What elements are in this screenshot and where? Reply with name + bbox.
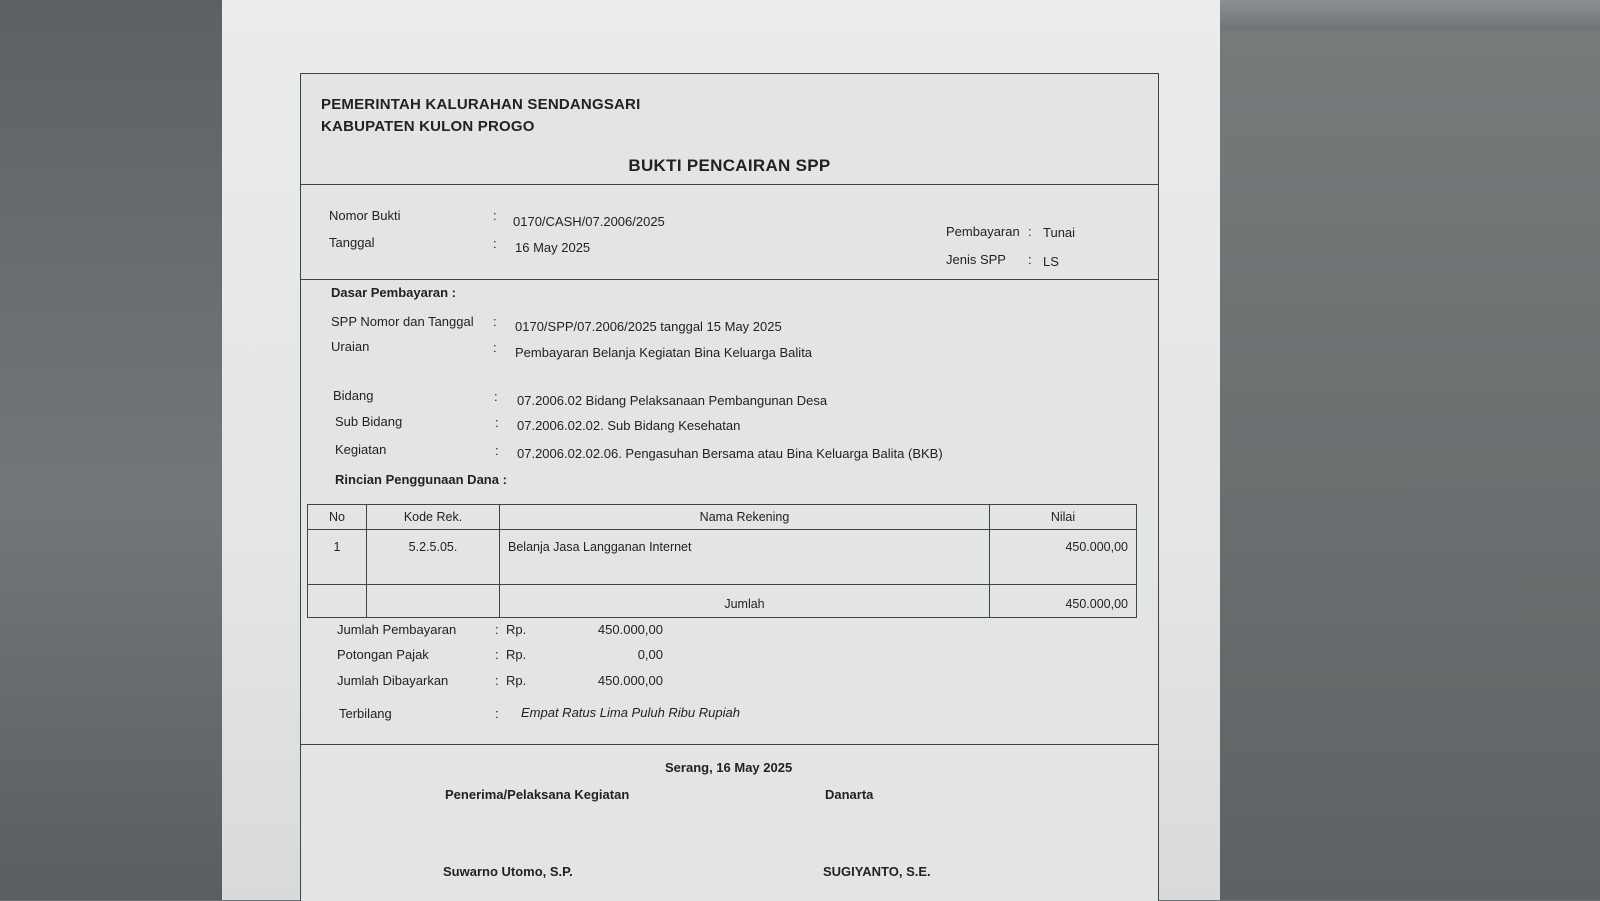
colon: : <box>495 443 499 458</box>
colon: : <box>495 647 499 662</box>
terbilang-label: Terbilang <box>339 706 392 721</box>
uraian-value: Pembayaran Belanja Kegiatan Bina Keluarga Balita <box>515 345 813 360</box>
subbidang-label: Sub Bidang <box>335 414 403 429</box>
spp-value: 0170/SPP/07.2006/2025 tanggal 15 May 2025 <box>515 319 782 334</box>
currency: Rp. <box>506 622 527 637</box>
right-signer-role: Danarta <box>825 787 874 802</box>
column-header-nama: Nama Rekening <box>500 505 990 530</box>
dasar-heading: Dasar Pembayaran : <box>331 285 457 300</box>
tanggal-label: Tanggal <box>329 235 375 250</box>
rincian-table <box>307 504 1137 618</box>
nomor-bukti-label: Nomor Bukti <box>329 208 401 223</box>
cell-empty <box>308 585 367 618</box>
column-header-kode: Kode Rek. <box>367 505 500 530</box>
pembayaran-value: Tunai <box>1043 225 1076 240</box>
place-date: Serang, 16 May 2025 <box>665 760 793 775</box>
currency: Rp. <box>506 673 527 688</box>
column-header-no: No <box>308 505 367 530</box>
colon: : <box>1028 224 1032 239</box>
uraian-label: Uraian <box>331 339 370 354</box>
divider <box>301 184 1158 185</box>
cell-no: 1 <box>308 530 367 585</box>
divider <box>301 279 1158 280</box>
currency: Rp. <box>506 647 527 662</box>
terbilang-value: Empat Ratus Lima Puluh Ribu Rupiah <box>521 705 740 720</box>
subbidang-value: 07.2006.02.02. Sub Bidang Kesehatan <box>517 418 741 433</box>
org-regency: KABUPATEN KULON PROGO <box>321 118 535 135</box>
nomor-bukti-value: 0170/CASH/07.2006/2025 <box>513 214 665 229</box>
cell-nama: Belanja Jasa Langganan Internet <box>500 530 990 585</box>
colon: : <box>495 706 499 721</box>
colon: : <box>493 340 497 355</box>
document-title: BUKTI PENCAIRAN SPP <box>628 156 831 175</box>
pembayaran-label: Pembayaran <box>946 224 1020 239</box>
org-name: PEMERINTAH KALURAHAN SENDANGSARI <box>321 96 641 113</box>
column-header-nilai: Nilai <box>990 505 1137 530</box>
kegiatan-label: Kegiatan <box>335 442 387 457</box>
table-row <box>308 530 1137 585</box>
left-signer-role: Penerima/Pelaksana Kegiatan <box>445 787 630 802</box>
cell-empty <box>367 585 500 618</box>
spp-label: SPP Nomor dan Tanggal <box>331 314 474 329</box>
jumlah-dibayarkan-label: Jumlah Dibayarkan <box>337 673 449 688</box>
jumlah-pembayaran-label: Jumlah Pembayaran <box>337 622 457 637</box>
colon: : <box>1028 252 1032 267</box>
potongan-pajak-label: Potongan Pajak <box>337 647 429 662</box>
tanggal-value: 16 May 2025 <box>515 240 591 255</box>
jumlah-pembayaran-value: 450.000,00 <box>597 622 663 637</box>
colon: : <box>493 208 497 223</box>
cell-kode: 5.2.5.05. <box>367 530 500 585</box>
colon: : <box>495 622 499 637</box>
right-signer-name: SUGIYANTO, S.E. <box>823 864 931 879</box>
colon: : <box>493 236 497 251</box>
jumlah-dibayarkan-value: 450.000,00 <box>597 673 663 688</box>
total-value: 450.000,00 <box>990 585 1137 618</box>
colon: : <box>495 673 499 688</box>
background-left <box>0 0 222 900</box>
left-signer-name: Suwarno Utomo, S.P. <box>443 864 573 879</box>
colon: : <box>495 415 499 430</box>
jenis-spp-label: Jenis SPP <box>946 252 1006 267</box>
bidang-value: 07.2006.02 Bidang Pelaksanaan Pembangunan Desa <box>517 393 828 408</box>
table-header-row <box>308 505 1137 530</box>
potongan-pajak-value: 0,00 <box>637 647 663 662</box>
cell-nilai: 450.000,00 <box>990 530 1137 585</box>
background-right <box>1220 0 1600 900</box>
kegiatan-value: 07.2006.02.02.06. Pengasuhan Bersama atau Bina Keluarga Balita (BKB) <box>517 446 943 461</box>
colon: : <box>494 389 498 404</box>
document-frame <box>300 73 1159 901</box>
bidang-label: Bidang <box>333 388 374 403</box>
colon: : <box>493 314 497 329</box>
table-total-row <box>308 585 1137 618</box>
total-label: Jumlah <box>500 585 990 618</box>
jenis-spp-value: LS <box>1043 254 1059 269</box>
rincian-heading: Rincian Penggunaan Dana : <box>335 472 507 487</box>
divider <box>301 744 1158 745</box>
